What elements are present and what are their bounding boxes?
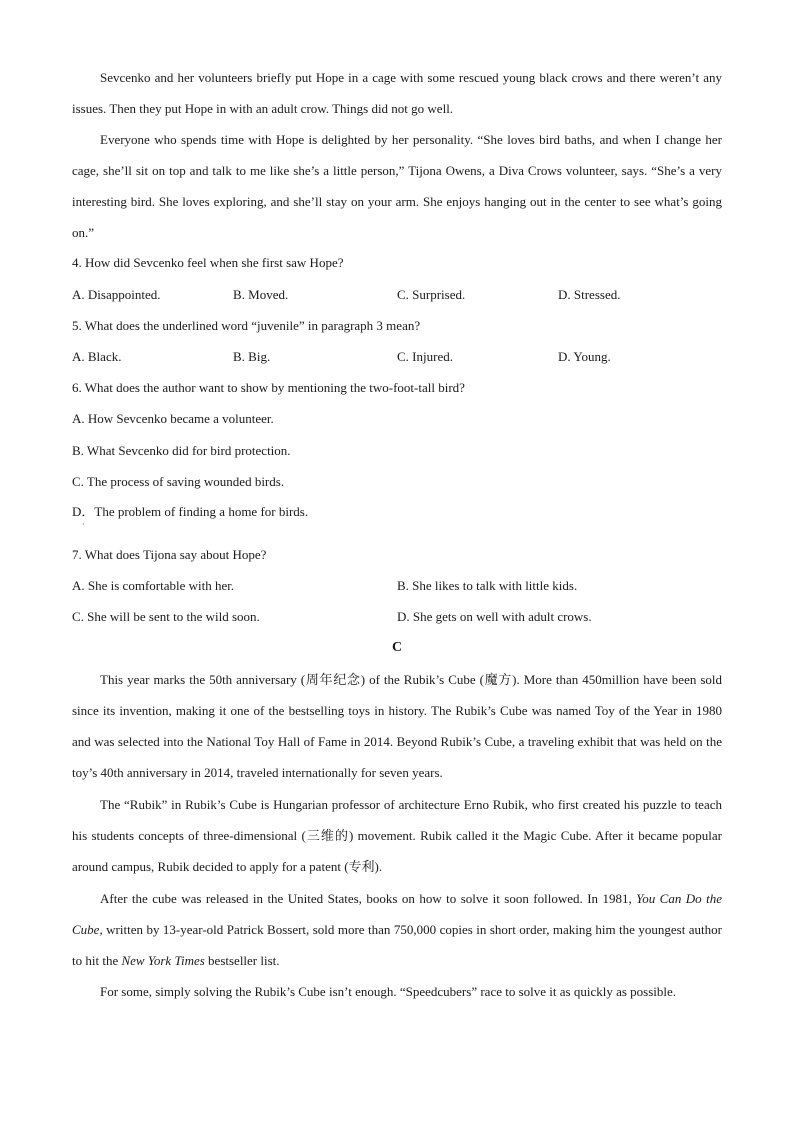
question-6-stem: 6. What does the author want to show by mentioning the two-foot-tall bird?: [72, 380, 465, 395]
question-5-option-b: B. Big.: [233, 349, 271, 364]
stray-mark: ·: [82, 520, 85, 529]
question-6-option-c: C. The process of saving wounded birds.: [72, 474, 285, 489]
question-7-stem: 7. What does Tijona say about Hope?: [72, 547, 267, 562]
books-text-1: After the cube was released in the United States, books on how to solve it soon followed. In 1981,: [100, 891, 637, 906]
question-4-option-d: D. Stressed.: [558, 287, 621, 302]
question-5-stem: 5. What does the underlined word “juvenile” in paragraph 3 mean?: [72, 318, 421, 333]
newspaper-title: New York Times: [121, 953, 205, 968]
books-text-3: bestseller list.: [204, 953, 280, 968]
paragraph-rubik-anniversary: This year marks the 50th anniversary (周年纪念) of the Rubik’s Cube (魔方). More than 450million have been sold since its invention, making it one of the bestselling toys in history. The Rubik’s Cube was named Toy of the Year in 1980 and was selected into the National Toy Hall of Fame in 2014. Beyond Rubik’s Cube, a traveling exhibit that was held on the toy’s 40th anniversary in 2014, traveled internationally for seven years.: [72, 672, 722, 780]
question-4-option-c: C. Surprised.: [397, 287, 466, 302]
question-6-option-b: B. What Sevcenko did for bird protection.: [72, 443, 291, 458]
paragraph-hope-cage: Sevcenko and her volunteers briefly put Hope in a cage with some rescued young black crows and there weren’t any issues. Then they put Hope in with an adult crow. Things did not go well.: [72, 70, 722, 116]
paragraph-rubik-origin: The “Rubik” in Rubik’s Cube is Hungarian professor of architecture Erno Rubik, who first created his puzzle to teach his students concepts of three-dimensional (三维的) movement. Rubik called it the Magic Cube. After it became popular around campus, Rubik decided to apply for a patent (专利).: [72, 797, 722, 874]
question-5-option-a: A. Black.: [72, 349, 122, 364]
question-7-option-a: A. She is comfortable with her.: [72, 578, 235, 593]
paragraph-rubik-books: [72, 883, 722, 976]
section-heading: C: [391, 640, 403, 655]
question-5-option-c: C. Injured.: [397, 349, 453, 364]
paragraph-speedcubers: For some, simply solving the Rubik’s Cube isn’t enough. “Speedcubers” race to solve it as quickly as possible.: [100, 984, 677, 999]
question-5-option-d: D. Young.: [558, 349, 611, 364]
question-6-option-d: D．The problem of finding a home for birds.: [72, 504, 309, 519]
question-4-option-a: A. Disappointed.: [72, 287, 161, 302]
question-4-stem: 4. How did Sevcenko feel when she first saw Hope?: [72, 255, 344, 270]
question-7-option-c: C. She will be sent to the wild soon.: [72, 609, 260, 624]
books-text-2: , written by 13-year-old Patrick Bossert, sold more than 750,000 copies in short order, making him the youngest author to hit the: [72, 922, 722, 968]
question-7-option-b: B. She likes to talk with little kids.: [397, 578, 578, 593]
book-title: You Can Do the Cube: [72, 891, 722, 937]
paragraph-hope-personality: Everyone who spends time with Hope is delighted by her personality. “She loves bird baths, and when I change her cage, she’ll sit on top and talk to me like she’s a little person,” Tijona Owens, a Diva Crows volunteer, says. “She’s a very interesting bird. She loves exploring, and she’ll stay on your arm. She enjoys hanging out in the center to see what’s going on.”: [72, 132, 722, 240]
question-6-option-a: A. How Sevcenko became a volunteer.: [72, 411, 274, 426]
question-7-option-d: D. She gets on well with adult crows.: [397, 609, 592, 624]
question-4-option-b: B. Moved.: [233, 287, 289, 302]
